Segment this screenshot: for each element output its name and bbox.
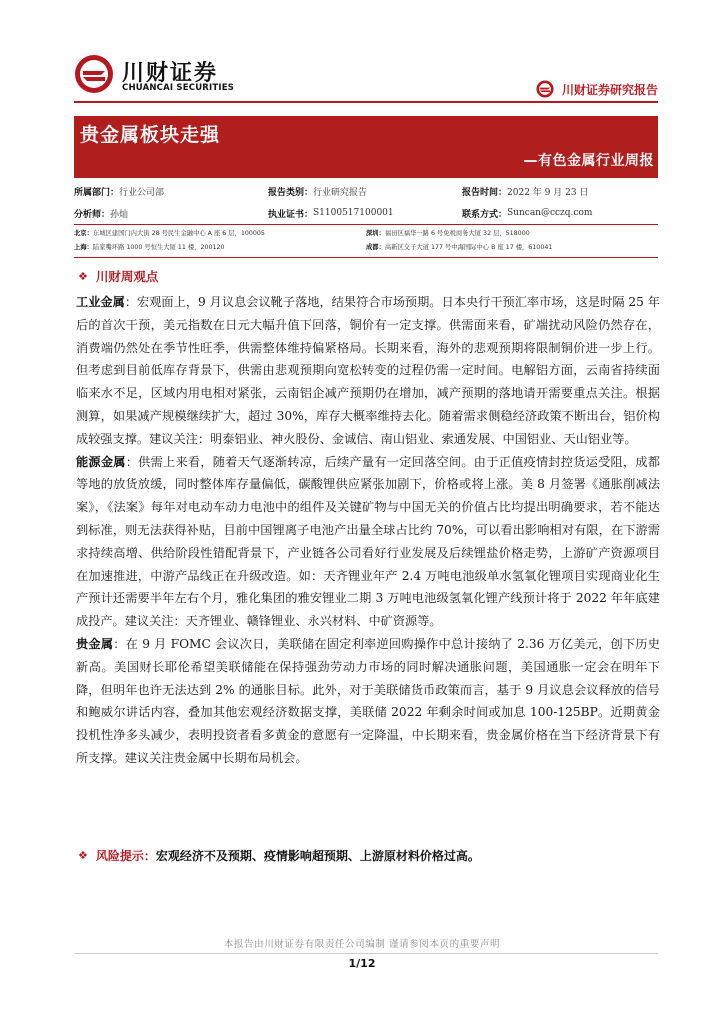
logo-chinese-name: 川财证券 bbox=[122, 61, 219, 86]
page-number: 1/12 bbox=[348, 957, 376, 970]
meta-label: 执业证书： bbox=[268, 209, 314, 220]
meta-label: 分析师： bbox=[74, 209, 111, 220]
logo-english-name: CHUANCAI SECURITIES bbox=[122, 83, 235, 93]
report-subtitle: —有色金属行业周报 bbox=[523, 153, 654, 169]
meta-certificate bbox=[268, 207, 462, 220]
paragraph-text: ：供需上来看，随着天气逐渐转凉，后续产量有一定回落空间。由于正值疫情封控货运受阻，成都等地的放货放缓，同时整体库存量偏低，碳酸锂供应紧张加剧下，价格或将上涨。美 8 月签署《通胀削减法案》，《法案》每年对电动车动力电池中的组件及关键矿物与中国无关的价值占比均提出明确要求，若不能达到标准，则无法获得补贴，目前中国锂离子电池产出量全球占比约 70%，可以看出影响相对有限，在下游需求持续高增、供给阶段性错配背景下，产业链各公司看好行业发展及后续锂盐价格走势，上游矿产资源项目在加速推进，中游产品线正在升级改造。如：天齐锂业年产 2.4 万吨电池级单水氢氧化锂项目实现商业化生产预计还需要半年左右个月，雅化集团的雅安锂业二期 3 万吨电池级氢氧化锂产线预计将于 2022 年年底建成投产。建议关注：天齐锂业、赣锋锂业、永兴材料、中矿资源等。 bbox=[76, 454, 661, 629]
meta-label: 联系方式： bbox=[462, 209, 508, 220]
paragraph-text: ：宏观面上，9 月议息会议靴子落地，结果符合市场预期。日本央行干预汇率市场，这是时隔 25 年后的首次干预，美元指数在日元大幅升值下回落，铜价有一定支撑。供需面来看，矿端扰动风险仍然存在，消费端仍然处在季节性旺季，供需整体维持偏紧格局。长期来看，海外的悲观预期将限制铜价进一步上行。但考虑到目前低库存背景下，供需由悲观预期向宽松转变的过程仍需一定时间。电解铝方面，云南省持续面临来水不足，区域内用电相对紧张，云南铝企减产预期仍在增加，减产预期的落地请开需要重点关注。根据测算，如果减产规模继续扩大，超过 30%，库存大概率维持去化。随着需求侧稳经济政策不断出台，铝价构成较强支撑。建议关注：明泰铝业、神火股份、金诚信、南山铝业、索通发展、中国铝业、天山铝业等。 bbox=[76, 295, 660, 446]
meta-value: 行业研究报告 bbox=[313, 187, 368, 198]
report-meta bbox=[74, 180, 658, 225]
footer-disclaimer: 本报告由川财证券有限责任公司编制 谨请参阅本页的重要声明 bbox=[223, 939, 501, 950]
header-divider bbox=[74, 101, 658, 103]
address-shenzhen bbox=[366, 228, 658, 237]
diamond-bullet-icon: ❖ bbox=[78, 269, 88, 283]
address-label: 上海： bbox=[74, 243, 93, 251]
report-series-tag bbox=[536, 80, 658, 98]
meta-value: 行业公司部 bbox=[119, 187, 165, 198]
risk-text: 宏观经济不及预期、疫情影响超预期、上游原材料价格过高。 bbox=[155, 849, 480, 863]
paragraph-label: 贵金属 bbox=[76, 636, 114, 651]
section-heading bbox=[78, 267, 158, 285]
address-label: 成都： bbox=[366, 243, 385, 251]
address-label: 深圳： bbox=[366, 229, 385, 237]
report-series-label: 川财证券研究报告 bbox=[561, 82, 658, 97]
office-addresses bbox=[74, 225, 658, 253]
meta-value: S1100517100001 bbox=[313, 208, 394, 218]
paragraph-text: ：在 9 月 FOMC 会议次日，美联储在固定利率逆回购操作中总计接纳了 2.36 万亿美元，创下历史新高。美国财长耶伦希望美联储能在保持强劲劳动力市场的同时解决通胀问题，美国通胀一定会在明年下降，但明年也许无法达到 2% 的通胀目标。此外，对于美联储货币政策而言，基于 9 月议息会议释放的信号和鲍威尔讲话内容，叠加其他宏观经济数据支撑，美联储 2022 年剩余时间或加息 100-125BP。近期黄金投机性净多头减少，表明投资者看多黄金的意愿有一定降温，中长期来看，贵金属价格在当下经济背景下有所支撑。建议关注贵金属中长期布局机会。 bbox=[76, 636, 660, 765]
address-row bbox=[74, 239, 658, 253]
meta-analyst bbox=[74, 207, 268, 220]
risk-label: 风险提示： bbox=[95, 849, 156, 863]
address-value: 福田区福华一路 6 号免税商务大厦 32 层，518000 bbox=[384, 229, 530, 237]
contact-email-link[interactable]: Suncan@cczq.com bbox=[507, 208, 593, 218]
address-divider bbox=[74, 257, 658, 258]
address-chengdu bbox=[366, 242, 658, 251]
risk-warning bbox=[78, 847, 480, 864]
address-label: 北京： bbox=[74, 229, 93, 237]
address-value: 东城区建国门内大街 28 号民生金融中心 A 座 6 层，100005 bbox=[92, 229, 265, 237]
meta-department bbox=[74, 185, 268, 198]
meta-report-type bbox=[268, 185, 462, 198]
meta-label: 所属部门： bbox=[74, 187, 120, 198]
address-beijing bbox=[74, 228, 366, 237]
paragraph-label: 工业金属 bbox=[76, 295, 125, 309]
address-shanghai bbox=[74, 242, 366, 251]
address-value: 高新区交子大道 177 号中海国际中心 B 座 17 楼，610041 bbox=[384, 243, 553, 251]
meta-row bbox=[74, 180, 658, 202]
meta-contact bbox=[462, 207, 658, 220]
weekly-view-body bbox=[76, 291, 660, 770]
section-title: 川财周观点 bbox=[95, 269, 159, 284]
title-banner bbox=[74, 116, 658, 178]
diamond-bullet-icon: ❖ bbox=[78, 849, 88, 862]
footer-divider bbox=[74, 953, 658, 954]
meta-label: 报告时间： bbox=[462, 187, 508, 198]
paragraph-precious-metals bbox=[76, 633, 660, 770]
chuancai-small-logo-icon bbox=[536, 80, 554, 98]
report-header bbox=[74, 52, 658, 102]
address-row bbox=[74, 225, 658, 239]
meta-label: 报告类别： bbox=[268, 187, 314, 198]
paragraph-label: 能源金属 bbox=[76, 454, 126, 469]
meta-row bbox=[74, 202, 658, 224]
address-value: 陆家嘴环路 1000 号恒生大厦 11 楼，200120 bbox=[92, 243, 225, 251]
chuancai-logo-icon bbox=[74, 54, 114, 94]
report-title: 贵金属板块走强 bbox=[80, 124, 221, 146]
meta-value: 2022 年 9 月 23 日 bbox=[507, 187, 589, 198]
meta-value: 孙灿 bbox=[110, 209, 129, 220]
paragraph-energy-metals bbox=[76, 451, 660, 633]
paragraph-industrial-metals bbox=[76, 291, 660, 451]
meta-report-time bbox=[462, 185, 658, 198]
